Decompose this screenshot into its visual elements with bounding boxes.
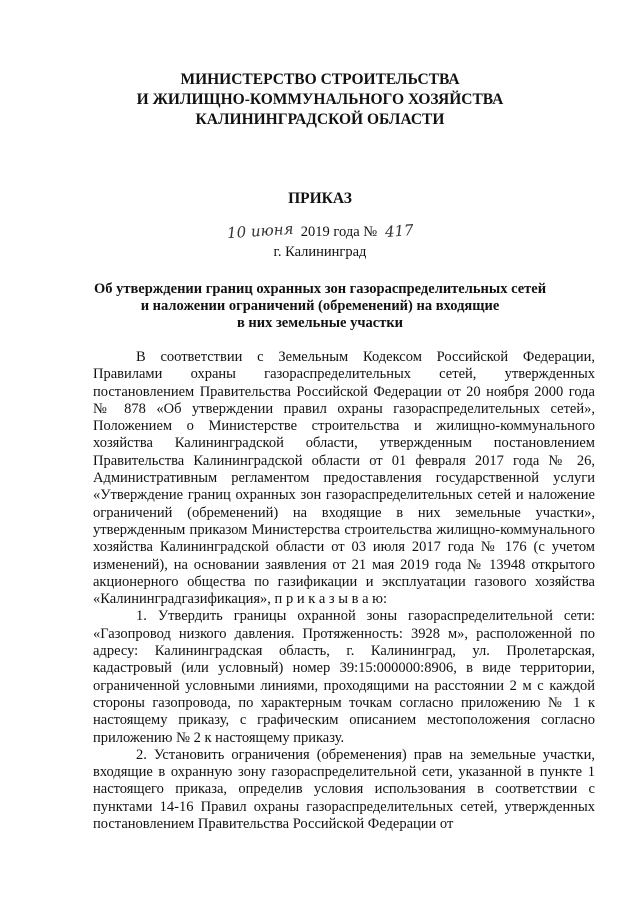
header-line-1: МИНИСТЕРСТВО СТРОИТЕЛЬСТВА bbox=[180, 71, 460, 88]
order-city: г. Калининград bbox=[273, 244, 367, 260]
ministry-header bbox=[0, 70, 640, 130]
header-line-2: И ЖИЛИЩНО-КОММУНАЛЬНОГО ХОЗЯЙСТВА bbox=[136, 91, 504, 108]
header-line-3: КАЛИНИНГРАДСКОЙ ОБЛАСТИ bbox=[195, 111, 445, 128]
order-body bbox=[93, 349, 595, 833]
subject-line-3: в них земельные участки bbox=[236, 315, 404, 331]
subject-line-2: и наложении ограничений (обременений) на входящие bbox=[140, 298, 500, 314]
body-paragraph-item-1: 1. Утвердить границы охранной зоны газораспределительной сети: «Газопровод низкого давления. Протяженность: 3928 м», расположенной по адресу: Калининградская область, г. Калининград, ул. Пролетарская, кадастровый (или условный) номер 39:15:000000:8906, в виде территории, ограниченной условными линиями, проходящими на расстоянии 2 м с каждой стороны газопровода, по характерным точкам согласно приложению № 1 к настоящему приказу, с графическим описанием местоположения согласно приложению № 2 к настоящему приказу. bbox=[93, 608, 595, 746]
order-year-text: 2019 года № bbox=[300, 224, 378, 240]
body-paragraph-item-2: 2. Установить ограничения (обременения) прав на земельные участки, входящие в охранную зону газораспределительной сети, указанной в пункте 1 настоящего приказа, определив условия использования в соответствии с пунктами 14-16 Правил охраны газораспределительных сетей, утвержденных постановлением Правительства Российской Федерации от bbox=[93, 746, 595, 833]
order-title: ПРИКАЗ bbox=[288, 190, 352, 207]
order-subject bbox=[0, 281, 640, 332]
handwritten-order-number: 417 bbox=[384, 221, 414, 241]
body-paragraph-preamble: В соответствии с Земельным Кодексом Российской Федерации, Правилами охраны газораспределительных сетей, утвержденных постановлением Правительства Российской Федерации от 20 ноября 2000 года № 878 «Об утверждении правил охраны газораспределительных сетей», Положением о Министерстве строительства и жилищно-коммунального хозяйства Калининградской области, утвержденным постановлением Правительства Калининградской области от 01 февраля 2017 года № 26, Административным регламентом предоставления государственной услуги «Утверждение границ охранных зон газораспределительных сетей и наложение ограничений (обременений) на входящие в них земельные участки», утвержденным приказом Министерства строительства жилищно-коммунального хозяйства Калининградской области от 03 июля 2017 года № 176 (с учетом изменений), на основании заявления от 21 мая 2019 года № 13948 открытого акционерного общества по газификации и эксплуатации газового хозяйства «Калининградгазификация», п р и к а з ы в а ю: bbox=[93, 349, 595, 608]
handwritten-date: 10 июня bbox=[226, 219, 294, 243]
subject-line-1: Об утверждении границ охранных зон газораспределительных сетей bbox=[93, 281, 547, 297]
order-date-line bbox=[0, 219, 640, 243]
